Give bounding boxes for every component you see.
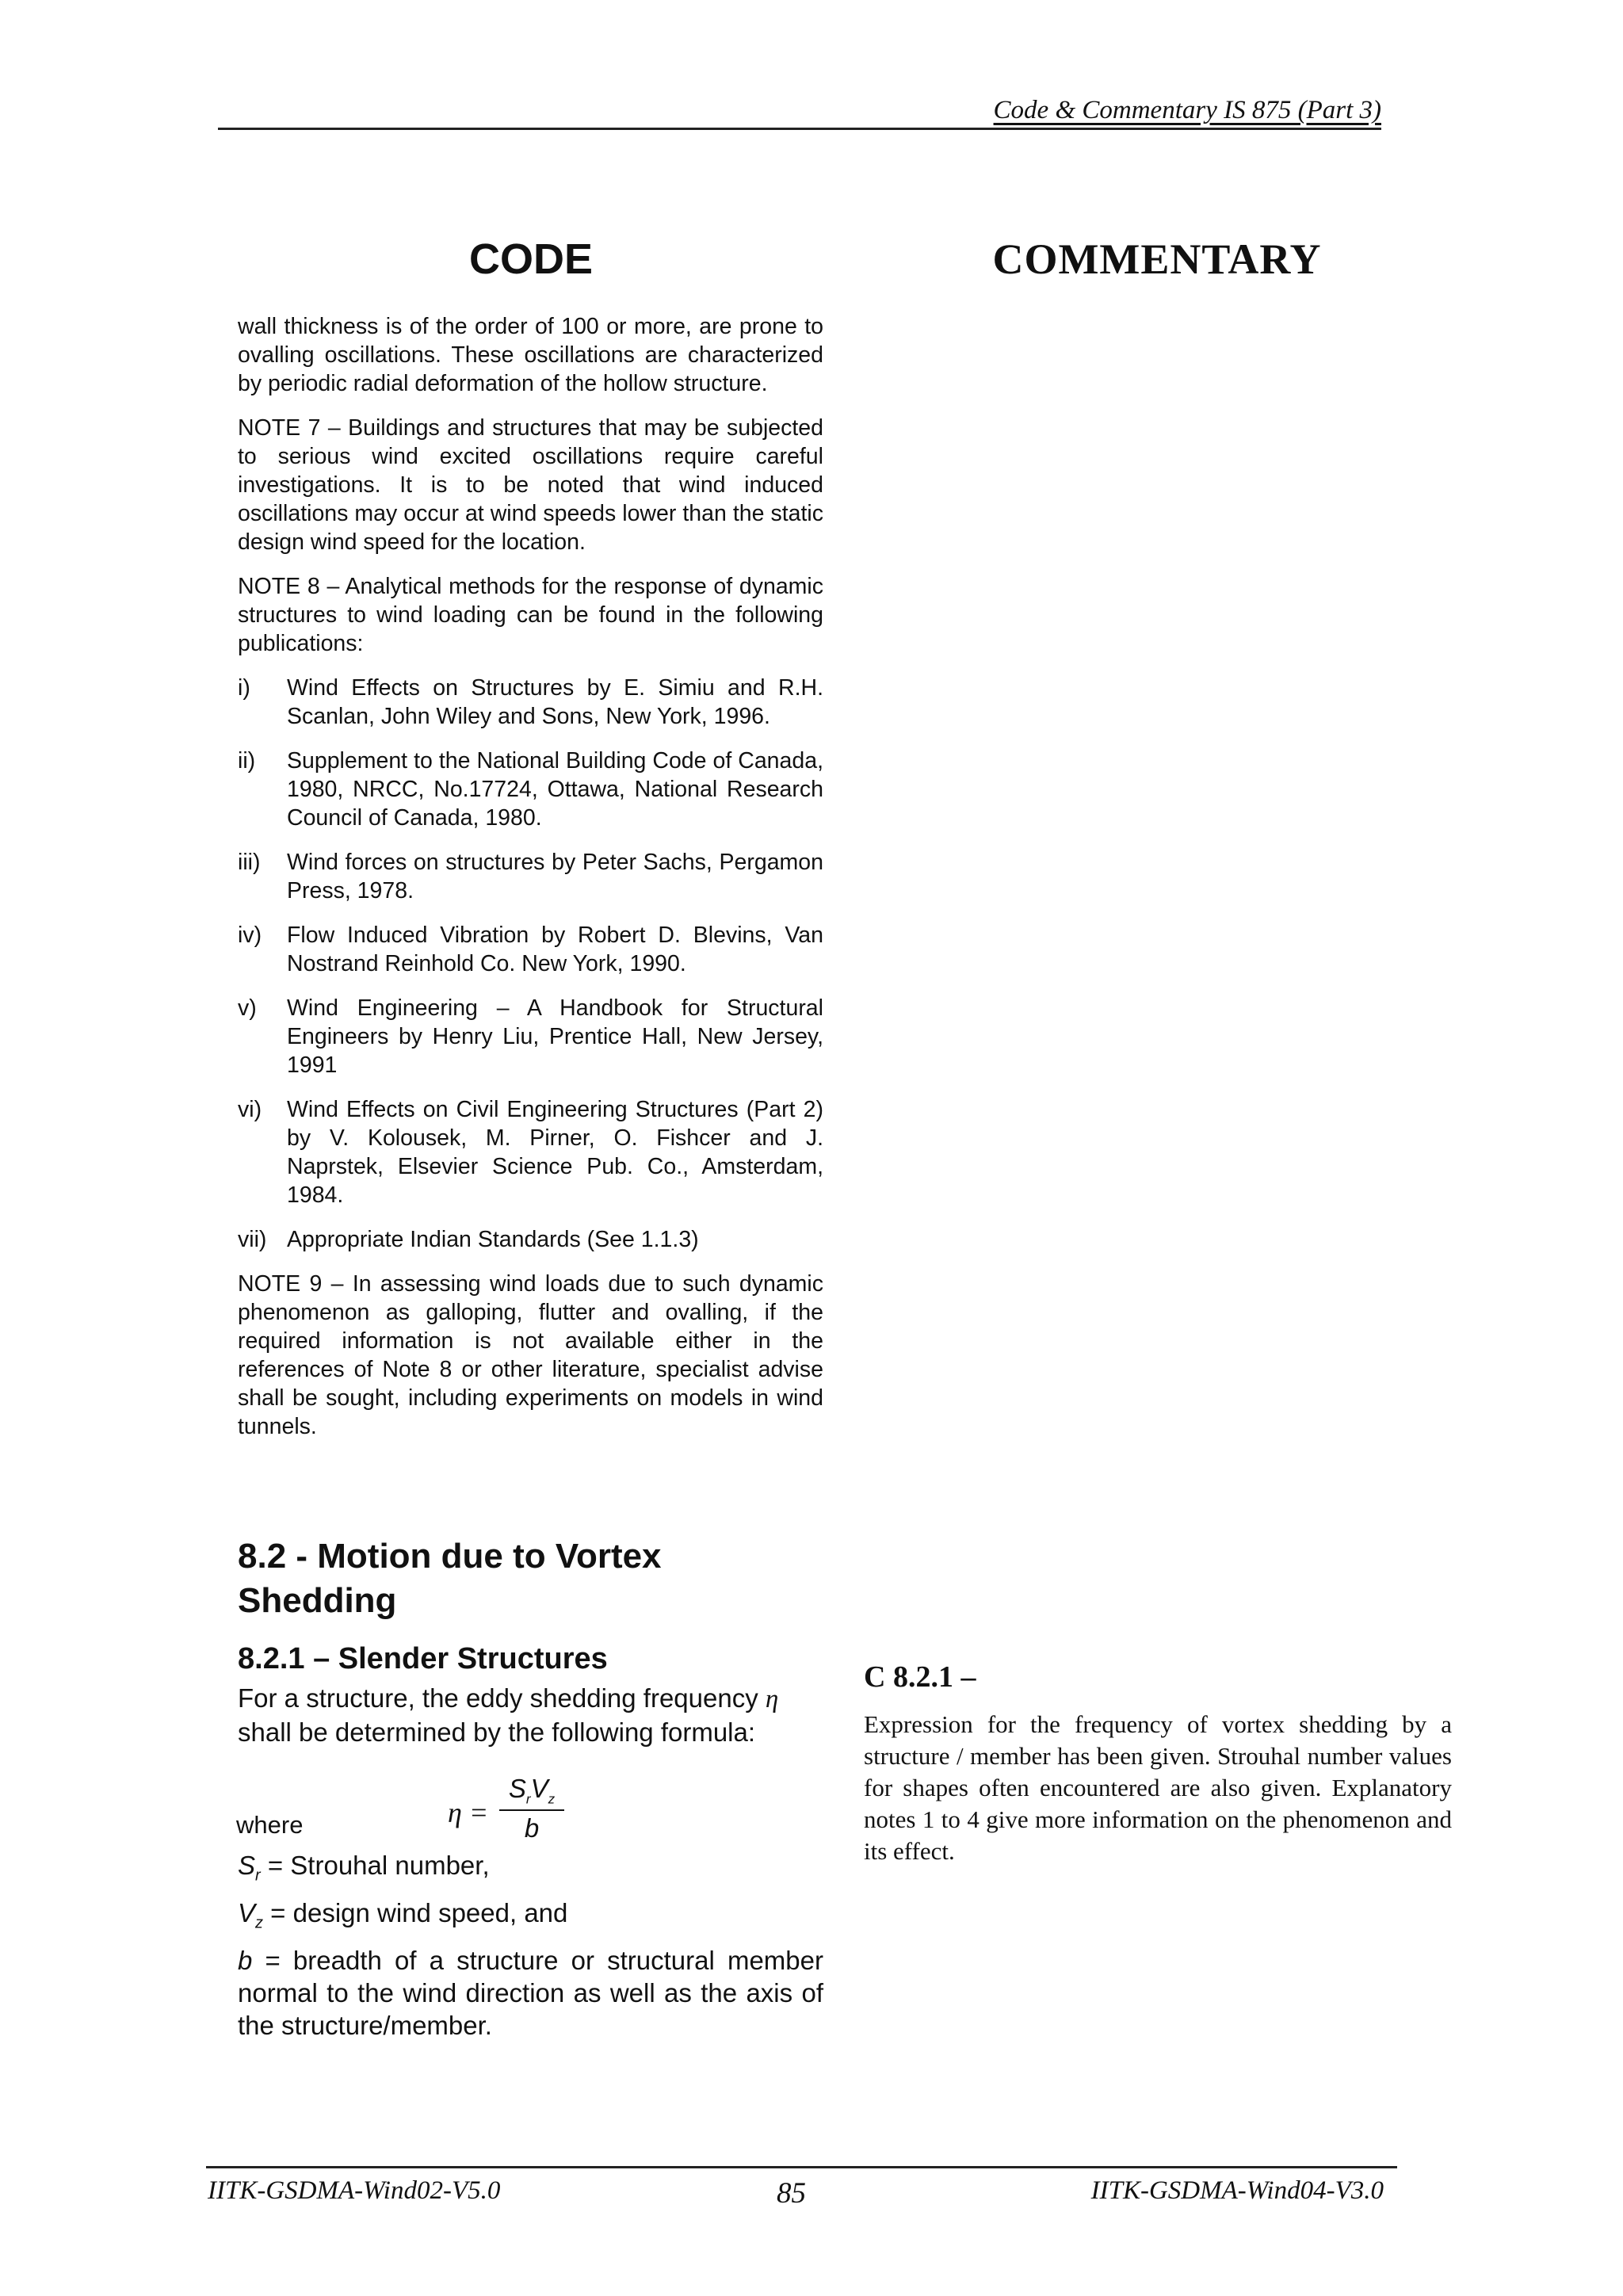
- note-7: NOTE 7 – Buildings and structures that may be subjected to serious wind excited oscillations require careful investigations. It is to be noted that wind induced oscillations may occur at wind speeds lower than the static design wind speed for the location.: [238, 415, 823, 555]
- formula-intro: [238, 1682, 823, 1748]
- formula-intro-text: For a structure, the eddy shedding frequency: [238, 1683, 758, 1713]
- reference-item: [238, 994, 823, 1079]
- formula-numerator: [499, 1774, 564, 1808]
- formula-fraction: [499, 1774, 564, 1843]
- eta-symbol: η: [765, 1685, 779, 1713]
- reference-text: Wind Engineering – A Handbook for Structural Engineers by Henry Liu, Prentice Hall, New Jersey, 1991: [287, 995, 823, 1078]
- reference-item: [238, 1095, 823, 1209]
- reference-text: Wind Effects on Civil Engineering Structures (Part 2) by V. Kolousek, M. Pirner, O. Fishcer and J. Naprstek, Elsevier Science Pub. Co., Amsterdam, 1984.: [287, 1097, 823, 1208]
- definition-wind-speed: [238, 1897, 823, 1940]
- section-title: 8.2 - Motion due to Vortex Shedding: [238, 1537, 662, 1620]
- definition-symbol: S: [238, 1851, 256, 1880]
- footer-right: IITK-GSDMA-Wind04-V3.0: [1090, 2176, 1384, 2205]
- definition-breadth: [238, 1944, 823, 2042]
- formula-s-sub: r: [525, 1791, 531, 1807]
- definition-subscript: z: [255, 1914, 264, 1932]
- reference-number: ii): [238, 748, 256, 774]
- formula-v: V: [530, 1774, 548, 1803]
- reference-list: [238, 674, 823, 1254]
- commentary-section-title: C 8.2.1 –: [864, 1660, 976, 1694]
- fraction-bar: [499, 1809, 564, 1811]
- reference-number: vii): [238, 1227, 267, 1252]
- note-9: NOTE 9 – In assessing wind loads due to such dynamic phenomenon as galloping, flutter and ovalling, if the required information is not available either in the references of Note 8 or other literature, specialist advise shall be sought, including experiments on models in wind tunnels.: [238, 1271, 823, 1439]
- reference-number: vi): [238, 1097, 262, 1122]
- where-label: where: [236, 1811, 304, 1839]
- formula-intro-end: shall be determined by the following formula:: [238, 1717, 756, 1747]
- reference-item: [238, 747, 823, 832]
- code-paragraph-1: wall thickness is of the order of 100 or more, are prone to ovalling oscillations. These oscillations are characterized by periodic radial deformation of the hollow structure.: [238, 314, 823, 396]
- footer-left: IITK-GSDMA-Wind02-V5.0: [208, 2176, 501, 2205]
- reference-number: iii): [238, 850, 261, 875]
- definition-symbol: b: [238, 1946, 253, 1975]
- formula-s: S: [508, 1774, 526, 1803]
- code-column: [238, 312, 823, 1457]
- reference-text: Appropriate Indian Standards (See 1.1.3): [287, 1227, 699, 1252]
- commentary-heading: COMMENTARY: [992, 235, 1322, 283]
- formula-denominator: b: [524, 1813, 540, 1843]
- subsection-title: 8.2.1 – Slender Structures: [238, 1642, 608, 1675]
- definition-strouhal: [238, 1849, 823, 1893]
- definition-symbol: V: [238, 1898, 256, 1927]
- code-heading: CODE: [468, 235, 593, 283]
- reference-item: [238, 1225, 823, 1254]
- note-8: NOTE 8 – Analytical methods for the response of dynamic structures to wind loading can be found in the following publications:: [238, 574, 823, 656]
- reference-text: Flow Induced Vibration by Robert D. Blevins, Van Nostrand Reinhold Co. New York, 1990.: [287, 923, 823, 976]
- definition-text: = design wind speed, and: [263, 1898, 568, 1927]
- reference-text: Wind Effects on Structures by E. Simiu and R.H. Scanlan, John Wiley and Sons, New York, 1996.: [287, 675, 823, 729]
- reference-item: [238, 921, 823, 978]
- definition-text: = breadth of a structure or structural member normal to the wind direction as well as the axis of the structure/member.: [238, 1946, 823, 2040]
- reference-number: iv): [238, 923, 262, 948]
- reference-item: [238, 848, 823, 905]
- definition-subscript: r: [255, 1866, 261, 1885]
- formula-v-sub: z: [548, 1791, 556, 1807]
- reference-number: v): [238, 995, 257, 1021]
- footer-rule: [206, 2166, 1397, 2168]
- header-rule: [218, 128, 1381, 130]
- reference-number: i): [238, 675, 250, 701]
- running-header: Code & Commentary IS 875 (Part 3): [993, 96, 1381, 124]
- definition-text: = Strouhal number,: [260, 1851, 490, 1880]
- formula-lhs: η =: [448, 1797, 489, 1828]
- reference-item: [238, 674, 823, 731]
- reference-text: Wind forces on structures by Peter Sachs, Pergamon Press, 1978.: [287, 850, 823, 904]
- commentary-body: Expression for the frequency of vortex shedding by a structure / member has been given. Strouhal number values for shapes often encountered are also given. Explanatory notes 1 to 4 give more information on the phenomenon and its effect.: [864, 1710, 1452, 1865]
- reference-text: Supplement to the National Building Code of Canada, 1980, NRCC, No.17724, Ottawa, National Research Council of Canada, 1980.: [287, 748, 823, 831]
- page-number: 85: [777, 2177, 806, 2210]
